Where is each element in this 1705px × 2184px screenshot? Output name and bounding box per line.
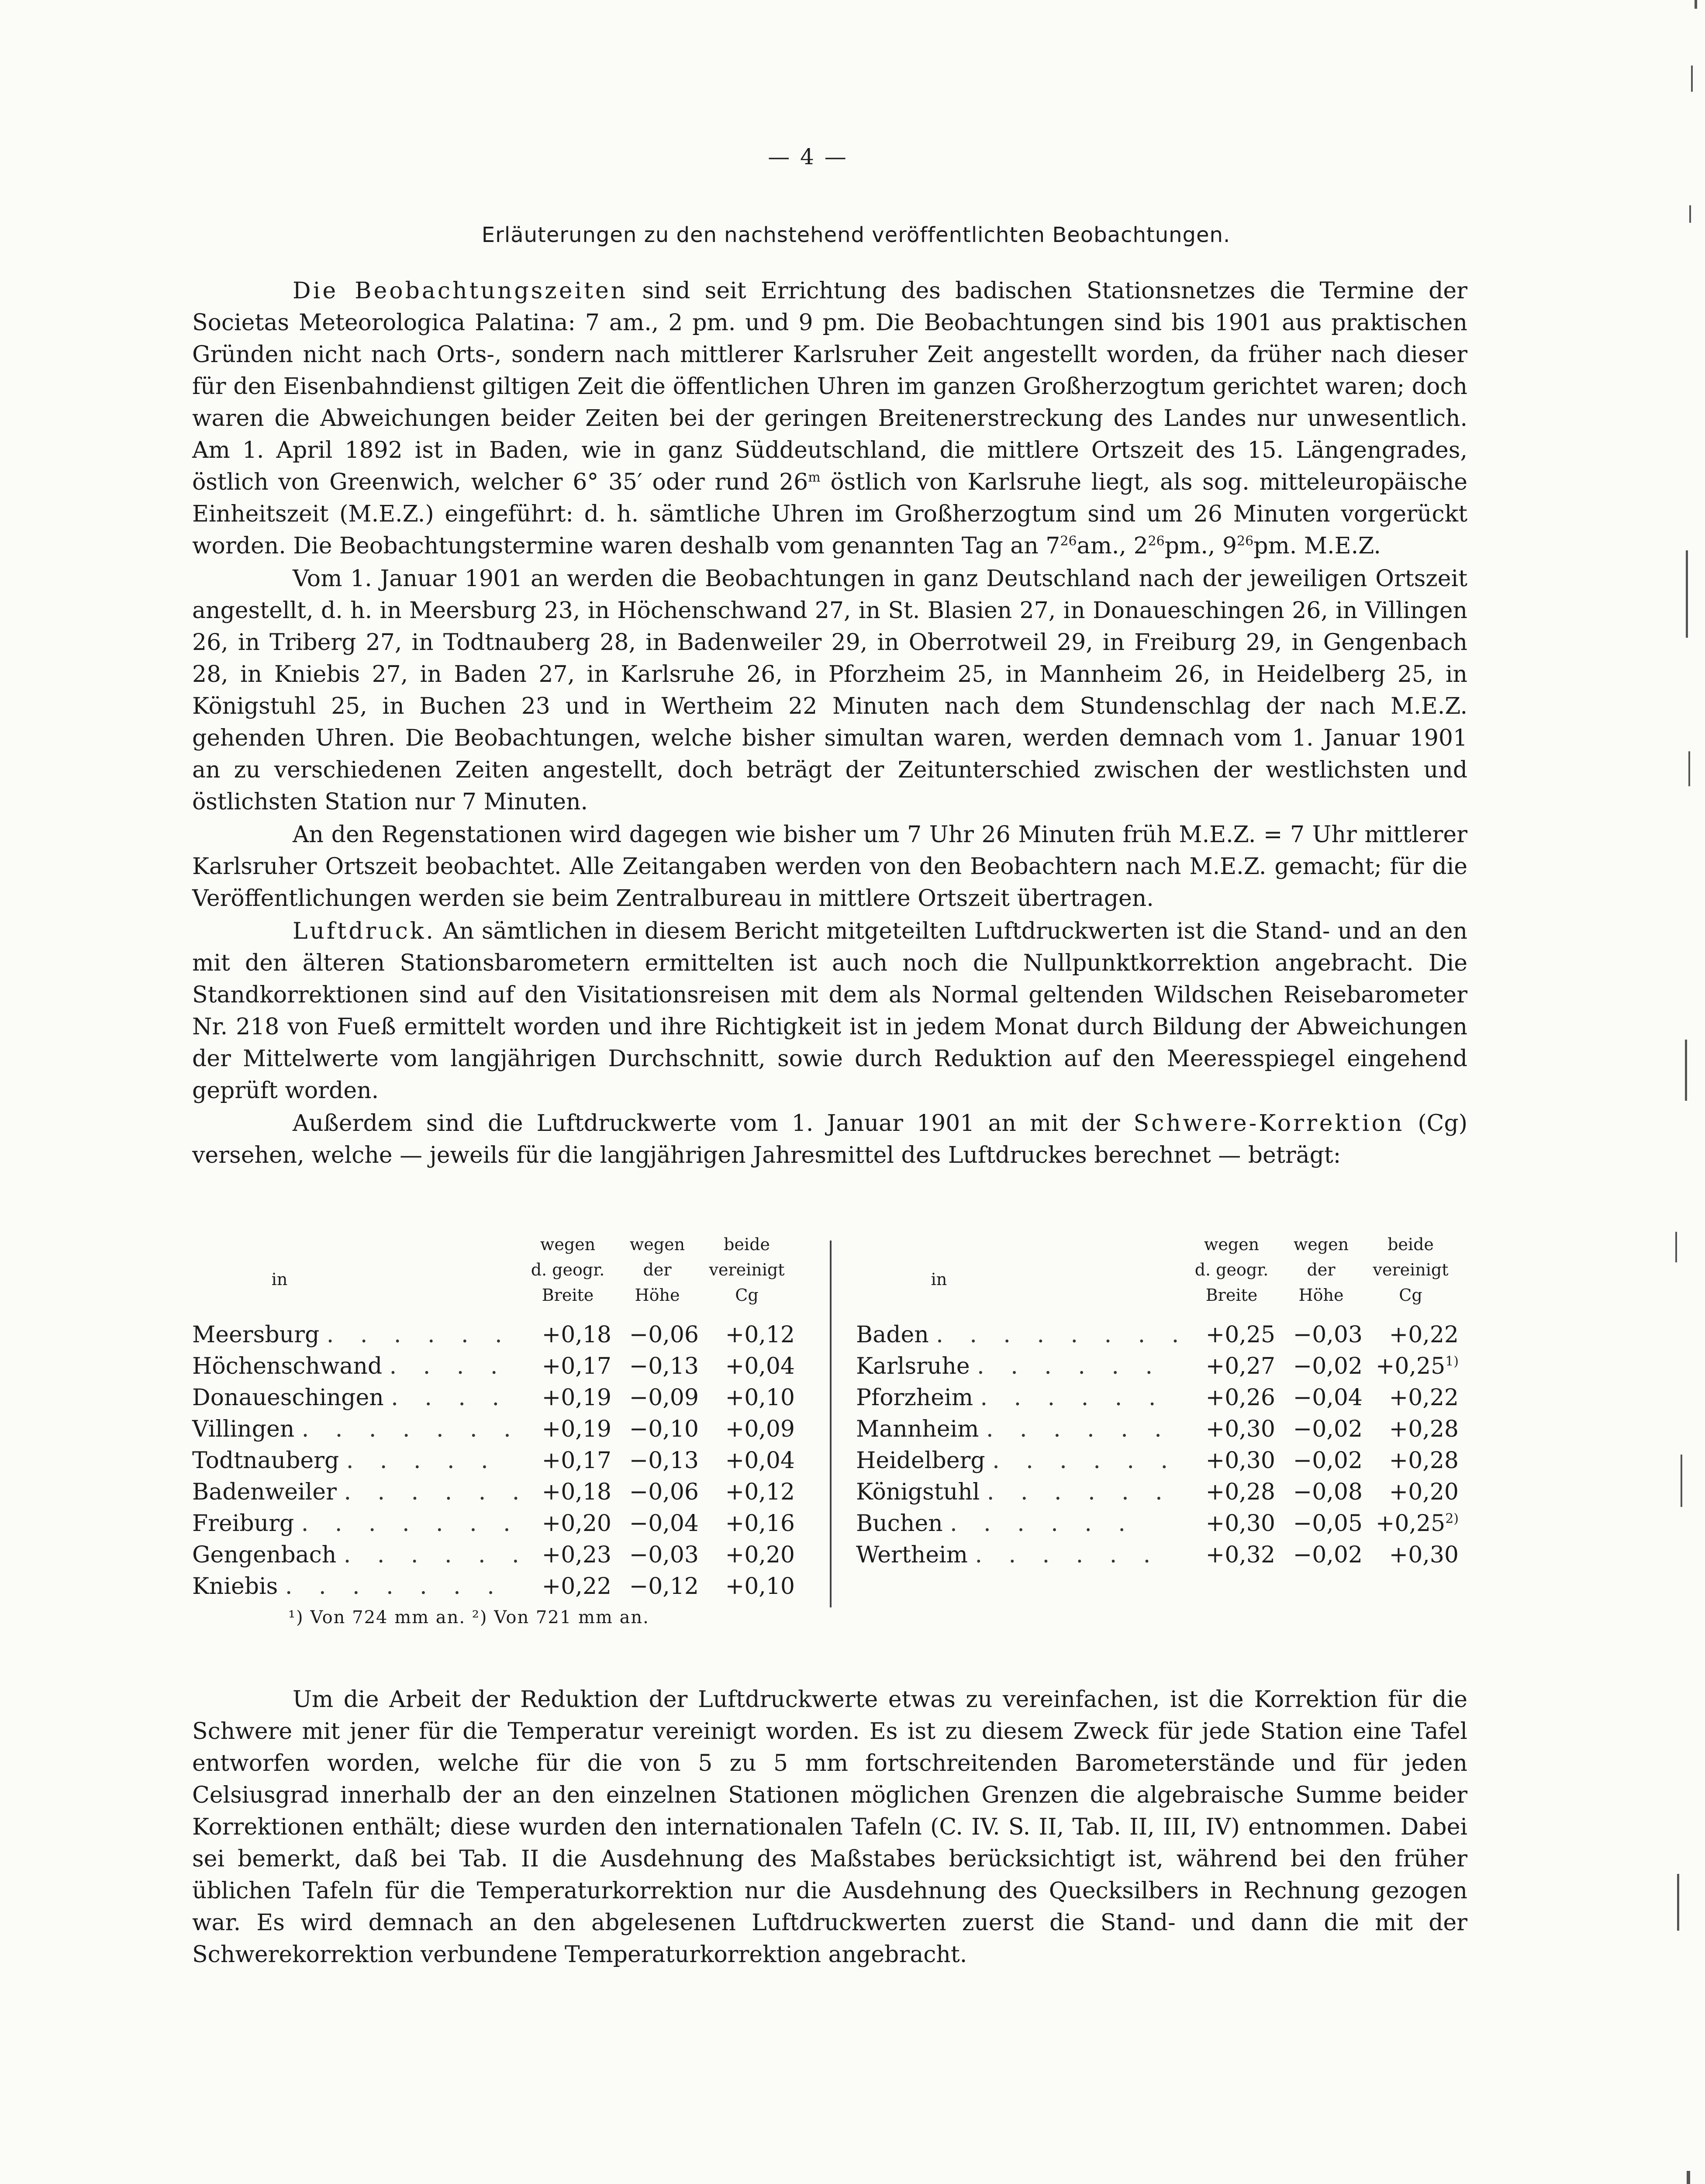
height-value <box>1271 1382 1363 1413</box>
table-footnote: ¹) Von 724 mm an. ²) Von 721 mm an. <box>288 1607 649 1628</box>
paragraph-text: pm. M.E.Z. <box>1253 533 1381 559</box>
station-label: Höchenschwand <box>192 1353 383 1379</box>
scan-mark <box>1685 1040 1687 1101</box>
header-line: der <box>1307 1260 1336 1279</box>
station-name <box>856 1319 1189 1351</box>
station-name <box>856 1351 1162 1382</box>
latitude-value-text: +0,26 <box>1205 1385 1275 1411</box>
leader-dots: . . . . . . <box>326 1322 512 1348</box>
station-label: Buchen <box>856 1510 943 1537</box>
combined-value <box>694 1476 795 1508</box>
paragraph-text: An sämtlichen in diesem Bericht mitgeteilten Luftdruckwerten ist die Stand- und an den mit den älteren Stationsbarometern ermittelten ist auch noch die Nullpunktkorrektion angebracht. Die Standkorrektionen sind auf den Visitationsreisen mit dem als Normal geltenden Wildschen Reisebarometer Nr. 218 von Fueß ermittelt worden und ihre Richtigkeit ist in jedem Monat durch Bildung der Abweichungen der Mittelwerte vom langjährigen Durchschnitt, sowie durch Reduktion auf den Meeresspiegel eingehend geprüft worden. <box>192 918 1467 1104</box>
combined-value <box>694 1571 795 1602</box>
station-name <box>192 1413 521 1445</box>
station-label: Freiburg <box>192 1510 294 1537</box>
latitude-value-text: +0,27 <box>1205 1353 1275 1379</box>
table-row <box>856 1539 1489 1571</box>
height-value <box>1271 1413 1363 1445</box>
table-row <box>192 1319 825 1351</box>
station-label: Gengenbach <box>192 1542 337 1568</box>
column-header-combined <box>703 1232 790 1319</box>
height-value-text: −0,02 <box>1293 1542 1363 1568</box>
scan-mark <box>1686 550 1688 638</box>
station-label: Karlsruhe <box>856 1353 970 1379</box>
latitude-value-text: +0,20 <box>542 1510 611 1537</box>
lead-term: Luftdruck. <box>293 918 435 944</box>
height-value-text: −0,04 <box>629 1510 699 1537</box>
header-line: der <box>643 1260 672 1279</box>
combined-value-text: +0,25 <box>1375 1510 1446 1537</box>
height-value-text: −0,03 <box>629 1542 699 1568</box>
latitude-value <box>515 1476 611 1508</box>
combined-value-text: +0,12 <box>725 1479 795 1505</box>
paragraph-text: Außerdem sind die Luftdruckwerte vom 1. Januar 1901 an mit der <box>293 1110 1134 1137</box>
leader-dots: . . . . . . <box>980 1385 1166 1411</box>
combined-value-text: +0,22 <box>1389 1385 1459 1411</box>
latitude-value-text: +0,17 <box>542 1448 611 1474</box>
paragraph-text: pm., 9 <box>1164 533 1237 559</box>
combined-value-text: +0,16 <box>725 1510 795 1537</box>
station-name <box>192 1571 504 1602</box>
scan-mark <box>1695 0 1697 9</box>
scan-mark <box>1677 1874 1679 1931</box>
height-value <box>607 1539 699 1571</box>
latitude-value-text: +0,18 <box>542 1322 611 1348</box>
latitude-value <box>1179 1445 1275 1476</box>
leader-dots: . . . . . . <box>344 1479 529 1505</box>
table-row <box>192 1508 825 1539</box>
latitude-value <box>515 1539 611 1571</box>
height-value-text: −0,06 <box>629 1322 699 1348</box>
height-value <box>607 1351 699 1382</box>
paragraph-text: (Cg) versehen, welche — jeweils für die langjährigen Jahresmittel des Luftdruckes berechnet — beträgt: <box>192 1110 1467 1168</box>
table-row <box>856 1508 1489 1539</box>
combined-value-text: +0,22 <box>1389 1322 1459 1348</box>
header-line: wegen <box>1204 1235 1260 1254</box>
lead-term: Die Beobachtungszeiten <box>293 278 628 304</box>
table-row <box>856 1413 1489 1445</box>
station-name <box>856 1413 1171 1445</box>
height-value-text: −0,09 <box>629 1385 699 1411</box>
combined-value-text: +0,20 <box>725 1542 795 1568</box>
footnote-marker: 2) <box>1445 1511 1459 1527</box>
station-label: Badenweiler <box>192 1479 337 1505</box>
leader-dots: . . . . . . <box>986 1416 1171 1442</box>
header-line: Cg <box>1399 1286 1422 1305</box>
latitude-value <box>1179 1476 1275 1508</box>
paragraph-reduction: Um die Arbeit der Reduktion der Luftdruckwerte etwas zu vereinfachen, ist die Korrektion für die Schwere mit jener für die Temperatur vereinigt worden. Es ist zu diesem Zweck für jede Station eine Tafel entworfen worden, welche für die von 5 zu 5 mm fortschreitenden Barometerstände und für jeden Celsiusgrad innerhalb der an den einzelnen Stationen möglichen Grenzen die algebraische Summe beider Korrektionen enthält; diese wurden den internationalen Tafeln (C. IV. S. II, Tab. II, III, IV) entnommen. Dabei sei bemerkt, daß bei Tab. II die Ausdehnung des Maßstabes berücksichtigt ist, während bei den früher üblichen Tafeln für die Temperaturkorrektion nur die Ausdehnung des Quecksilbers in Rechnung gezogen war. Es wird demnach an den abgelesenen Luftdruckwerten zuerst die Stand- und dann die mit der Schwerekorrektion verbundene Temperaturkorrektion angebracht. <box>192 1686 1467 1968</box>
paragraph-observation-times <box>192 275 1467 562</box>
header-line: vereinigt <box>1373 1260 1449 1279</box>
combined-value <box>694 1319 795 1351</box>
leader-dots: . . . . . . . . <box>936 1322 1189 1348</box>
latitude-value <box>1179 1319 1275 1351</box>
combined-value <box>694 1539 795 1571</box>
table-row <box>192 1382 825 1413</box>
latitude-value-text: +0,18 <box>542 1479 611 1505</box>
footnote-marker: 1) <box>1445 1354 1459 1369</box>
latitude-value-text: +0,17 <box>542 1353 611 1379</box>
combined-value-text: +0,28 <box>1389 1416 1459 1442</box>
column-header-in: in <box>271 1270 288 1289</box>
header-line: Höhe <box>635 1286 680 1305</box>
header-line: wegen <box>540 1235 596 1254</box>
station-name <box>856 1382 1166 1413</box>
combined-value-text: +0,09 <box>725 1416 795 1442</box>
scan-mark <box>1681 1455 1682 1507</box>
body-text-bottom <box>192 1684 1467 1971</box>
header-line: Breite <box>1205 1286 1258 1305</box>
column-header-height <box>1284 1232 1358 1319</box>
station-name <box>192 1445 498 1476</box>
latitude-value <box>1179 1539 1275 1571</box>
leader-dots: . . . . . . . <box>301 1416 521 1442</box>
table-row <box>192 1413 825 1445</box>
paragraph-text: östlich von Karlsruhe liegt, als sog. mitteleuropäische Einheitszeit (M.E.Z.) eingeführt: d. h. sämtliche Uhren im Großherzogtum sind um 26 Minuten vorgerückt worden. Die Beobachtungstermine waren deshalb vom genannten Tag an 7 <box>192 469 1467 559</box>
station-label: Villingen <box>192 1416 295 1442</box>
lead-term: Schwere-Korrektion <box>1133 1110 1405 1137</box>
superscript: m <box>808 470 821 485</box>
body-text-top <box>192 275 1467 1171</box>
station-label: Königstuhl <box>856 1479 980 1505</box>
header-line: beide <box>724 1235 770 1254</box>
superscript: 26 <box>1148 533 1165 549</box>
paragraph-text: am., 2 <box>1077 533 1148 559</box>
latitude-value <box>1179 1351 1275 1382</box>
height-value <box>1271 1539 1363 1571</box>
height-value <box>1271 1476 1363 1508</box>
height-value <box>607 1445 699 1476</box>
height-value-text: −0,10 <box>629 1416 699 1442</box>
height-value <box>607 1413 699 1445</box>
scan-mark <box>1675 1232 1677 1262</box>
table-row <box>192 1351 825 1382</box>
latitude-value <box>515 1382 611 1413</box>
scan-mark <box>1687 2171 1690 2184</box>
table-row <box>192 1445 825 1476</box>
gravity-correction-table <box>192 1232 1502 1634</box>
combined-value <box>1358 1413 1459 1445</box>
paragraph-air-pressure <box>192 916 1467 1107</box>
latitude-value <box>515 1319 611 1351</box>
column-header-combined <box>1367 1232 1454 1319</box>
height-value-text: −0,13 <box>629 1353 699 1379</box>
combined-value <box>1358 1476 1459 1508</box>
latitude-value-text: +0,30 <box>1205 1416 1275 1442</box>
latitude-value-text: +0,22 <box>542 1573 611 1600</box>
height-value <box>1271 1508 1363 1539</box>
header-line: beide <box>1387 1235 1434 1254</box>
station-label: Mannheim <box>856 1416 979 1442</box>
combined-value <box>694 1413 795 1445</box>
column-header-height <box>620 1232 694 1319</box>
height-value-text: −0,08 <box>1293 1479 1363 1505</box>
combined-value-text: +0,30 <box>1389 1542 1459 1568</box>
station-label: Donaueschingen <box>192 1385 384 1411</box>
height-value-text: −0,02 <box>1293 1353 1363 1379</box>
combined-value <box>694 1382 795 1413</box>
combined-value <box>694 1508 795 1539</box>
latitude-value-text: +0,30 <box>1205 1510 1275 1537</box>
table-divider <box>830 1241 832 1607</box>
height-value <box>607 1508 699 1539</box>
latitude-value <box>1179 1508 1275 1539</box>
leader-dots: . . . . <box>391 1385 509 1411</box>
station-label: Heidelberg <box>856 1448 985 1474</box>
station-label: Todtnauberg <box>192 1448 339 1474</box>
superscript: 26 <box>1060 533 1077 549</box>
station-name <box>192 1539 529 1571</box>
latitude-value-text: +0,28 <box>1205 1479 1275 1505</box>
latitude-value <box>515 1571 611 1602</box>
combined-value <box>1358 1351 1459 1382</box>
latitude-value <box>515 1351 611 1382</box>
header-line: wegen <box>1293 1235 1349 1254</box>
combined-value <box>1358 1445 1459 1476</box>
latitude-value-text: +0,25 <box>1205 1322 1275 1348</box>
combined-value-text: +0,28 <box>1389 1448 1459 1474</box>
table-row <box>192 1476 825 1508</box>
station-name <box>856 1508 1162 1539</box>
header-line: d. geogr. <box>1194 1260 1269 1279</box>
latitude-value <box>515 1445 611 1476</box>
latitude-value-text: +0,32 <box>1205 1542 1275 1568</box>
table-row <box>856 1351 1489 1382</box>
latitude-value-text: +0,30 <box>1205 1448 1275 1474</box>
column-header-latitude <box>524 1232 611 1319</box>
combined-value-text: +0,10 <box>725 1573 795 1600</box>
height-value-text: −0,12 <box>629 1573 699 1600</box>
latitude-value <box>515 1508 611 1539</box>
leader-dots: . . . . . . <box>987 1479 1172 1505</box>
leader-dots: . . . . . . <box>343 1542 529 1568</box>
section-heading: Erläuterungen zu den nachstehend veröffentlichten Beobachtungen. <box>481 223 1231 247</box>
combined-value <box>1358 1508 1459 1539</box>
height-value <box>607 1476 699 1508</box>
table-row <box>856 1382 1489 1413</box>
latitude-value-text: +0,19 <box>542 1385 611 1411</box>
height-value <box>1271 1445 1363 1476</box>
station-name <box>856 1476 1172 1508</box>
paragraph-local-time: Vom 1. Januar 1901 an werden die Beobachtungen in ganz Deutschland nach der jeweiligen Ortszeit angestellt, d. h. in Meersburg 23, in Höchenschwand 27, in St. Blasien 27, in Donaueschingen 26, in Villingen 26, in Triberg 27, in Todtnauberg 28, in Badenweiler 29, in Oberrotweil 29, in Freiburg 29, in Gengenbach 28, in Kniebis 27, in Baden 27, in Karlsruhe 26, in Pforzheim 25, in Mannheim 26, in Heidelberg 25, in Königstuhl 25, in Buchen 23 und in Wertheim 22 Minuten nach dem Stundenschlag der nach M.E.Z. gehenden Uhren. Die Beobachtungen, welche bisher simultan waren, werden demnach vom 1. Januar 1901 an zu verschiedenen Zeiten angestellt, doch beträgt der Zeitunterschied zwischen der westlichsten und östlichsten Station nur 7 Minuten. <box>192 566 1467 815</box>
column-header-latitude <box>1188 1232 1275 1319</box>
height-value-text: −0,02 <box>1293 1448 1363 1474</box>
station-name <box>192 1382 509 1413</box>
paragraph-gravity-correction <box>192 1108 1467 1171</box>
scan-mark <box>1689 205 1691 223</box>
latitude-value <box>1179 1413 1275 1445</box>
combined-value-text: +0,10 <box>725 1385 795 1411</box>
station-name <box>192 1508 520 1539</box>
table-row <box>192 1539 825 1571</box>
station-label: Pforzheim <box>856 1385 973 1411</box>
paragraph-rain-stations: An den Regenstationen wird dagegen wie bisher um 7 Uhr 26 Minuten früh M.E.Z. = 7 Uhr mittlerer Karlsruher Ortszeit beobachtet. Alle Zeitangaben werden von den Beobachtern nach M.E.Z. gemacht; für die Veröffentlichungen werden sie beim Zentralbureau in mittlere Ortszeit übertragen. <box>192 822 1467 912</box>
combined-value <box>694 1351 795 1382</box>
combined-value-text: +0,04 <box>725 1448 795 1474</box>
combined-value-text: +0,12 <box>725 1322 795 1348</box>
leader-dots: . . . . . <box>346 1448 498 1474</box>
height-value-text: −0,05 <box>1293 1510 1363 1537</box>
combined-value <box>694 1445 795 1476</box>
combined-value <box>1358 1382 1459 1413</box>
latitude-value <box>515 1413 611 1445</box>
combined-value <box>1358 1319 1459 1351</box>
page-number: — 4 — <box>768 144 848 169</box>
station-label: Kniebis <box>192 1573 278 1600</box>
height-value-text: −0,06 <box>629 1479 699 1505</box>
height-value <box>607 1319 699 1351</box>
leader-dots: . . . . . . . <box>285 1573 504 1600</box>
height-value-text: −0,03 <box>1293 1322 1363 1348</box>
combined-value-text: +0,04 <box>725 1353 795 1379</box>
latitude-value-text: +0,19 <box>542 1416 611 1442</box>
leader-dots: . . . . . . <box>977 1353 1162 1379</box>
header-line: d. geogr. <box>531 1260 605 1279</box>
table-row <box>856 1476 1489 1508</box>
station-name <box>192 1351 507 1382</box>
latitude-value <box>1179 1382 1275 1413</box>
header-line: wegen <box>629 1235 685 1254</box>
height-value <box>607 1571 699 1602</box>
leader-dots: . . . . . . <box>975 1542 1160 1568</box>
header-line: Cg <box>735 1286 759 1305</box>
column-header-in: in <box>931 1270 947 1289</box>
combined-value <box>1358 1539 1459 1571</box>
paragraph-text: sind seit Errichtung des badischen Stationsnetzes die Termine der Societas Meteorologica Palatina: 7 am., 2 pm. und 9 pm. Die Beobachtungen sind bis 1901 aus praktischen Gründen nicht nach Orts-, sondern nach mittlerer Karlsruher Zeit angestellt worden, da früher nach dieser für den Eisenbahndienst giltigen Zeit die öffentlichen Uhren im ganzen Großherzogtum gerichtet waren; doch waren die Abweichungen beider Zeiten bei der geringen Breitenerstreckung des Landes nur unwesentlich. Am 1. April 1892 ist in Baden, wie in ganz Süddeutschland, die mittlere Ortszeit des 15. Längengrades, östlich von Greenwich, welcher 6° 35′ oder rund 26 <box>192 278 1467 495</box>
height-value-text: −0,13 <box>629 1448 699 1474</box>
leader-dots: . . . . <box>389 1353 507 1379</box>
station-name <box>856 1445 1178 1476</box>
combined-value-text: +0,20 <box>1389 1479 1459 1505</box>
header-line: Breite <box>542 1286 594 1305</box>
leader-dots: . . . . . . <box>992 1448 1178 1474</box>
header-line: vereinigt <box>709 1260 785 1279</box>
latitude-value-text: +0,23 <box>542 1542 611 1568</box>
height-value-text: −0,02 <box>1293 1416 1363 1442</box>
superscript: 26 <box>1237 533 1254 549</box>
height-value <box>1271 1319 1363 1351</box>
station-name <box>192 1319 512 1351</box>
station-label: Meersburg <box>192 1322 320 1348</box>
scan-mark <box>1688 751 1690 786</box>
leader-dots: . . . . . . <box>950 1510 1135 1537</box>
height-value-text: −0,04 <box>1293 1385 1363 1411</box>
height-value <box>1271 1351 1363 1382</box>
leader-dots: . . . . . . . <box>301 1510 520 1537</box>
header-line: Höhe <box>1298 1286 1344 1305</box>
station-name <box>192 1476 529 1508</box>
table-row <box>856 1445 1489 1476</box>
table-row <box>856 1319 1489 1351</box>
combined-value-text: +0,25 <box>1375 1353 1446 1379</box>
station-label: Wertheim <box>856 1542 968 1568</box>
table-row <box>192 1571 825 1602</box>
scan-mark <box>1691 66 1693 92</box>
station-label: Baden <box>856 1322 929 1348</box>
station-name <box>856 1539 1162 1571</box>
height-value <box>607 1382 699 1413</box>
